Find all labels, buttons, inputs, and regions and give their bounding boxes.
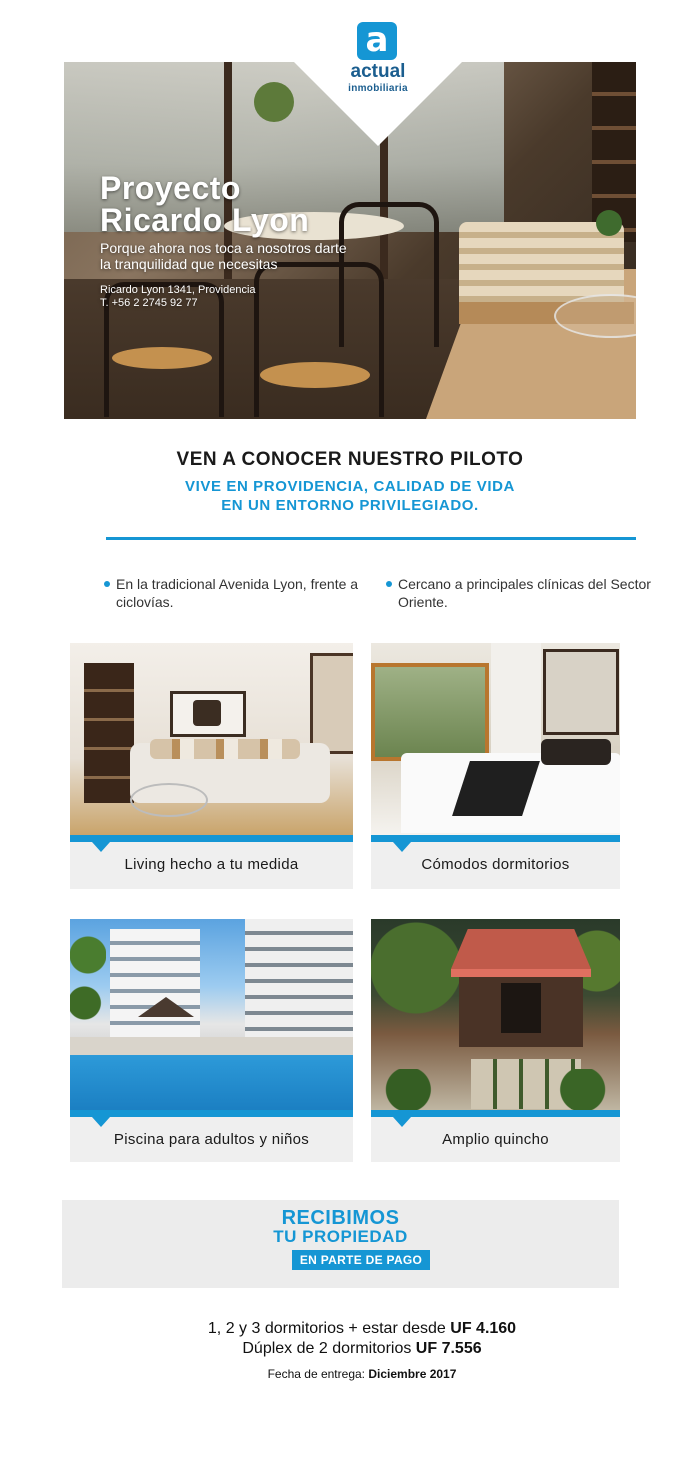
living-room-photo [70, 643, 353, 835]
section-heading: VEN A CONOCER NUESTRO PILOTO [176, 449, 524, 470]
hero-tagline: Porque ahora nos toca a nosotros darte la tranquilidad que necesitas [100, 240, 347, 272]
card-notch-icon [92, 1117, 110, 1127]
pool-deck-icon [70, 1037, 353, 1057]
card-accent-bar [371, 1110, 620, 1117]
window-icon [371, 663, 489, 761]
hero-plant-small [596, 210, 622, 236]
section-divider [106, 537, 636, 540]
promo-line2: TU PROPIEDAD [273, 1227, 408, 1246]
logo-subtitle: inmobiliaria [348, 83, 408, 94]
hero-plant [254, 82, 294, 122]
hero-chair-seat [112, 347, 212, 369]
card-notch-icon [393, 842, 411, 852]
price-standard-value: UF 4.160 [450, 1320, 517, 1337]
pool-photo [70, 919, 353, 1110]
blind-icon [491, 643, 541, 753]
hero-contact [100, 284, 360, 310]
hero-title-line1: Proyecto [100, 170, 241, 206]
price-line-standard [64, 1319, 660, 1339]
hero-text [100, 172, 360, 310]
card-accent-bar [371, 835, 620, 842]
wall-art-icon [170, 691, 246, 737]
cushions-icon [150, 739, 300, 759]
feature-label: Piscina para adultos y niños [113, 1131, 310, 1148]
delivery-label: Fecha de entrega: [267, 1367, 365, 1381]
pavilion-band-icon [451, 969, 591, 977]
hero-phone: T. +56 2 2745 92 77 [100, 297, 198, 309]
hero-chair-seat [260, 362, 370, 388]
feature-card-bedroom[interactable] [371, 643, 620, 889]
subheading-line2: EN UN ENTORNO PRIVILEGIADO. [221, 497, 479, 514]
price-standard-text: 1, 2 y 3 dormitorios + estar desde [207, 1320, 446, 1337]
shelf-icon [84, 663, 134, 803]
promo-line1: RECIBIMOS [281, 1207, 400, 1229]
building-icon [245, 919, 353, 1039]
mirror-icon [543, 649, 619, 735]
logo-name[interactable]: actual [350, 61, 406, 82]
delivery-value: Diciembre 2017 [368, 1367, 457, 1381]
promo-tag: EN PARTE DE PAGO [292, 1250, 430, 1270]
feature-card-pool[interactable] [70, 919, 353, 1162]
coffee-table-icon [130, 783, 208, 817]
bedroom-photo [371, 643, 620, 835]
pavilion-roof-icon [451, 929, 591, 969]
pillows-icon [541, 739, 611, 765]
feature-label: Amplio quincho [442, 1131, 549, 1148]
feature-card-quincho[interactable] [371, 919, 620, 1162]
section-subheading [64, 477, 636, 515]
bullet-avenida-lyon: En la tradicional Avenida Lyon, frente a ciclovías. [104, 575, 366, 611]
card-accent-bar [70, 835, 353, 842]
bullet-clinicas: Cercano a principales clínicas del Sector Oriente. [386, 575, 654, 611]
wall-frame-icon [310, 653, 353, 754]
building-icon [110, 929, 200, 1039]
card-notch-icon [393, 1117, 411, 1127]
feature-label: Living hecho a tu medida [124, 856, 299, 873]
grill-icon [501, 983, 541, 1033]
feature-label: Cómodos dormitorios [421, 856, 570, 873]
logo-icon[interactable]: a [357, 22, 397, 60]
promo-banner[interactable] [62, 1200, 619, 1288]
hero-title-line2: Ricardo Lyon [100, 202, 310, 238]
tree-icon [70, 919, 106, 1039]
card-accent-bar [70, 1110, 353, 1117]
subheading-line1: VIVE EN PROVIDENCIA, CALIDAD DE VIDA [185, 478, 515, 495]
pool-water-icon [70, 1055, 353, 1110]
price-line-duplex [64, 1339, 660, 1359]
hero-address: Ricardo Lyon 1341, Providencia [100, 284, 256, 296]
shrubs-icon [371, 1069, 620, 1110]
price-duplex-text: Dúplex de 2 dormitorios [242, 1340, 412, 1357]
feature-card-living[interactable] [70, 643, 353, 889]
quincho-photo [371, 919, 620, 1110]
card-notch-icon [92, 842, 110, 852]
price-duplex-value: UF 7.556 [415, 1340, 482, 1357]
delivery-date [64, 1367, 660, 1381]
hero-title [100, 172, 360, 236]
tree-icon [371, 919, 461, 1059]
